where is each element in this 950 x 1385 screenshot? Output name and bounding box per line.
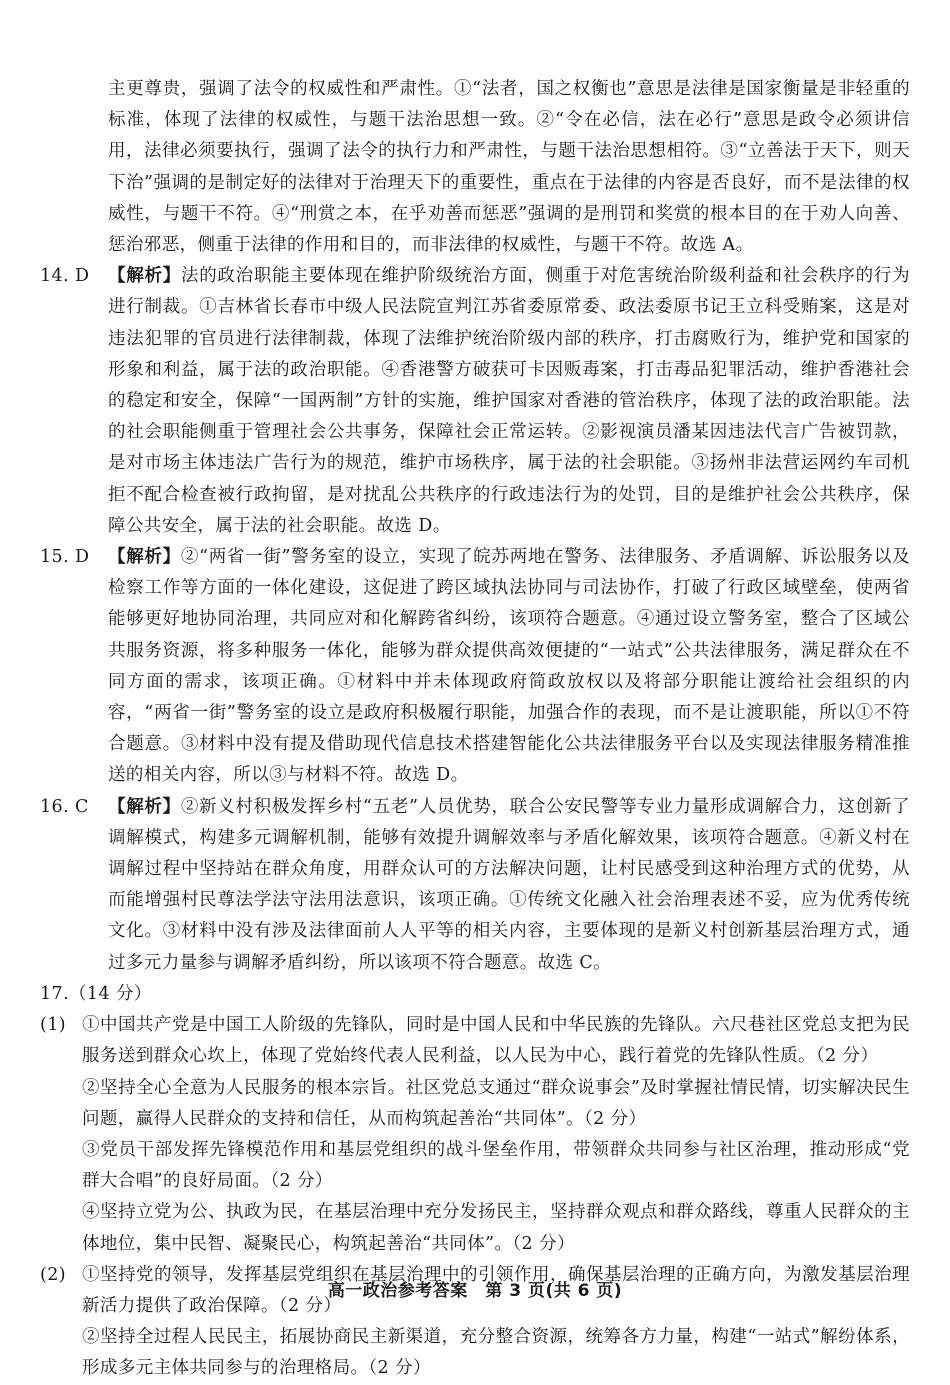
analysis-tag: 【解析】	[108, 547, 181, 568]
q17-part1-point2: ②坚持全心全意为人民服务的根本宗旨。社区党总支通过“群众说事会”及时掌握社情民情，切实解决民生问题，赢得人民群众的支持和信任，从而构筑起善治“共同体”。（2 分）	[82, 1077, 910, 1129]
answer-item-14	[40, 261, 910, 542]
q17-heading: 17.（14 分）	[40, 983, 152, 1004]
analysis-tag: 【解析】	[108, 796, 181, 817]
item-text: ②新义村积极发挥乡村“五老”人员优势，联合公安民警等专业力量形成调解合力，这创新了调解模式，构建多元调解机制，能够有效提升调解效率与矛盾化解效果，该项符合题意。④新义村在调解过程中坚持站在群众角度，用群众认可的方法解决问题，让村民感受到这种治理方式的优势，从而能增强村民尊法学法守法用法意识，该项正确。①传统文化融入社会治理表述不妥，应为优秀传统文化。③材料中没有涉及法律面前人人平等的相关内容，主要体现的是新义村创新基层治理方式，通过多元力量参与调解矛盾纠纷，所以该项不符合题意。故选 C。	[108, 796, 910, 973]
point-text: ①坚持党的领导，发挥基层党组织在基层治理中的引领作用，确保基层治理的正确方向，为激发基层治理新活力提供了政治保障。（2 分）	[82, 1264, 910, 1316]
q17-part1-point4: ④坚持立党为公、执政为民，在基层治理中充分发扬民主，坚持群众观点和群众路线，尊重人民群众的主体地位，集中民智、凝聚民心，构筑起善治“共同体”。（2 分）	[82, 1202, 910, 1254]
q17-part1-point3: ③党员干部发挥先锋模范作用和基层党组织的战斗堡垒作用，带领群众共同参与社区治理，推动形成“党群大合唱”的良好局面。（2 分）	[82, 1139, 910, 1192]
q17-part1-point1	[40, 1010, 910, 1072]
part-label: (2)	[40, 1264, 66, 1285]
item-number: 16. C	[40, 796, 89, 817]
page-footer: 高一政治参考答案 第 3 页(共 6 页)	[327, 1281, 623, 1301]
point-text: ①中国共产党是中国工人阶级的先锋队，同时是中国人民和中华民族的先锋队。六尺巷社区党总支把为民服务送到群众心坎上，体现了党始终代表人民利益，以人民为中心，践行着党的先锋队性质。（2 分）	[82, 1015, 910, 1067]
answer-item-15	[40, 542, 910, 792]
analysis-tag: 【解析】	[108, 266, 181, 287]
item-number: 15. D	[40, 547, 90, 568]
item-text: 法的政治职能主要体现在维护阶级统治方面，侧重于对危害统治阶级利益和社会秩序的行为进行制裁。①吉林省长春市中级人民法院宣判江苏省委原常委、政法委原书记王立科受贿案，这是对违法犯罪的官员进行法律制裁，体现了法维护统治阶级内部的秩序，打击腐败行为，维护党和国家的形象和利益，属于法的政治职能。④香港警方破获可卡因贩毒案，打击毒品犯罪活动，维护香港社会的稳定和安全，保障“一国两制”方针的实施，维护国家对香港的管治秩序，体现了法的政治职能。法的社会职能侧重于管理社会公共事务，保障社会正常运转。②影视演员潘某因违法代言广告被罚款，是对市场主体违法广告行为的规范，维护市场秩序，属于法的社会职能。③扬州非法营运网约车司机拒不配合检查被行政拘留，是对扰乱公共秩序的行政违法行为的处罚，目的是维护社会公共秩序，保障公共安全，属于法的社会职能。故选 D。	[108, 266, 911, 536]
answer-item-16	[40, 792, 910, 979]
part-label: (1)	[40, 1015, 66, 1036]
item-text: ②“两省一街”警务室的设立，实现了皖苏两地在警务、法律服务、矛盾调解、诉讼服务以及检察工作等方面的一体化建设，这促进了跨区域执法协同与司法协作，打破了行政区域壁垒，使两省能够更好地协同治理，共同应对和化解跨省纠纷，该项符合题意。④通过设立警务室，整合了区域公共服务资源，将多种服务一体化，能够为群众提供高效便捷的“一站式”公共法律服务，满足群众在不同方面的需求，该项正确。①材料中并未体现政府简政放权以及将部分职能让渡给社会组织的内容，“两省一街”警务室的设立是政府积极履行职能，加强合作的表现，而不是让渡职能，所以①不符合题意。③材料中没有提及借助现代信息技术搭建智能化公共法律服务平台以及实现法律服务精准推送的相关内容，所以③与材料不符。故选 D。	[108, 547, 910, 786]
answer-content	[40, 74, 910, 1385]
item-number: 14. D	[40, 266, 90, 287]
q13-continuation: 主更尊贵，强调了法令的权威性和严肃性。①“法者，国之权衡也”意思是法律是国家衡量是非轻重的标准，体现了法律的权威性，与题干法治思想一致。②“令在必信，法在必行”意思是政令必须讲信用，法律必须要执行，强调了法令的执行力和严肃性，与题干法治思想相符。③“立善法于天下，则天下治”强调的是制定好的法律对于治理天下的重要性，重点在于法律的内容是否良好，而不是法律的权威性，与题干不符。④“刑赏之本，在乎劝善而惩恶”强调的是刑罚和奖赏的根本目的在于劝人向善、惩治邪恶，侧重于法律的作用和目的，而非法律的权威性，与题干不符。故选 A。	[108, 79, 910, 256]
q17-part2-point2: ②坚持全过程人民民主，拓展协商民主新渠道，充分整合资源，统筹各方力量，构建“一站式”解纷体系，形成多元主体共同参与的治理格局。（2 分）	[82, 1327, 910, 1379]
